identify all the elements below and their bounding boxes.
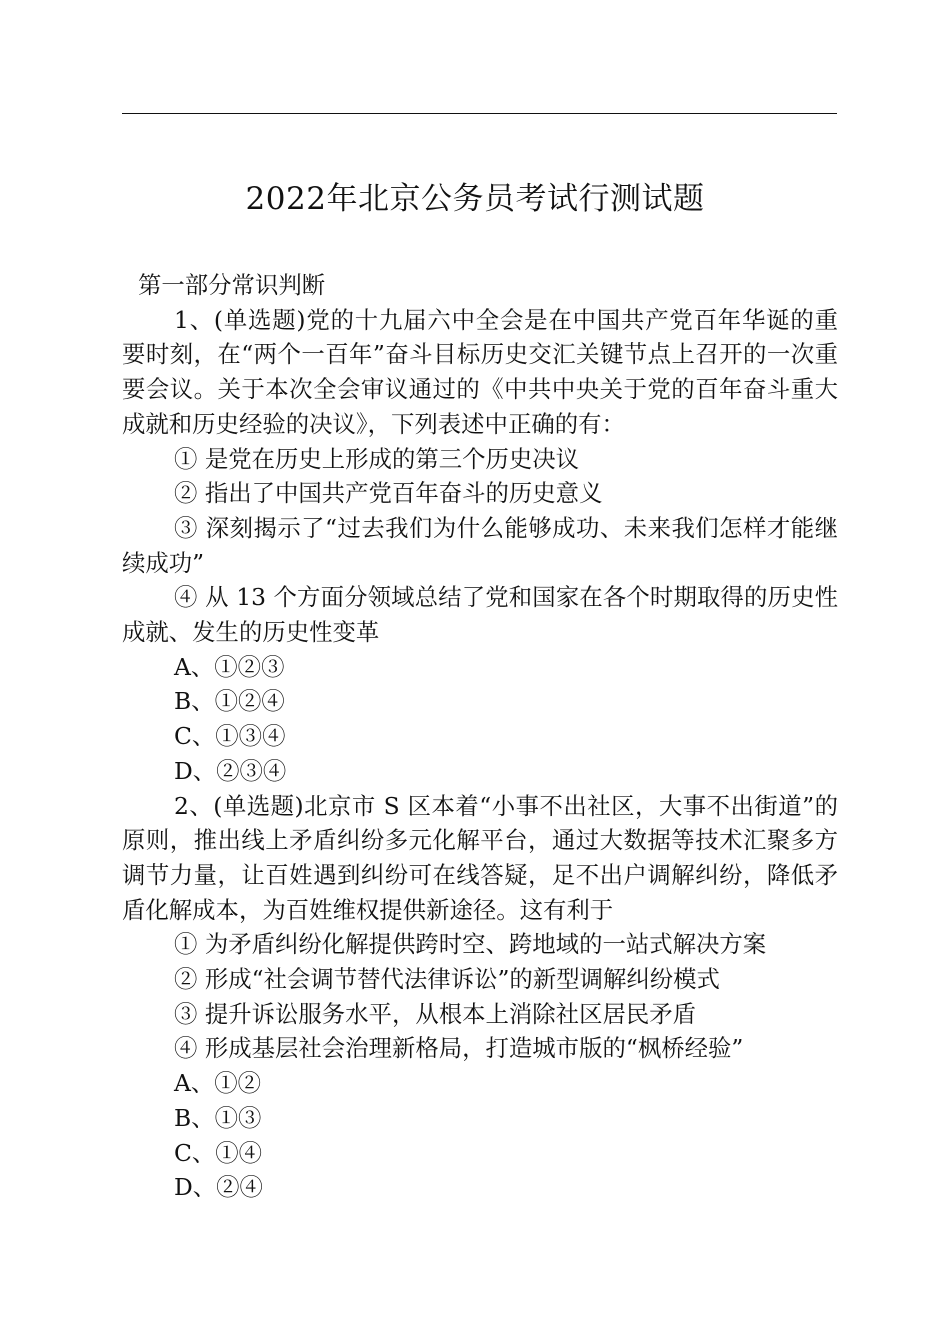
statement-3: ③ 提升诉讼服务水平，从根本上消除社区居民矛盾 <box>174 999 697 1028</box>
option-b: B、①③ <box>174 1103 262 1132</box>
question-stem: 2、(单选题)北京市 S 区本着“小事不出社区，大事不出街道”的原则，推出线上矛盾纠纷多元化解平台，通过大数据等技术汇聚多方调节力量，让百姓遇到纠纷可在线答疑，足不出户调解纠纷，降低矛盾化解成本，为百姓维权提供新途径。这有利于 <box>122 791 838 924</box>
statement-3: ③ 深刻揭示了“过去我们为什么能够成功、未来我们怎样才能继续成功” <box>122 513 838 577</box>
document-body <box>122 268 838 1205</box>
statement-1: ① 是党在历史上形成的第三个历史决议 <box>174 444 580 473</box>
question-stem: 1、(单选题)党的十九届六中全会是在中国共产党百年华诞的重要时刻，在“两个一百年”奋斗目标历史交汇关键节点上召开的一次重要会议。关于本次全会审议通过的《中共中央关于党的百年奋斗重大成就和历史经验的决议》，下列表述中正确的有： <box>122 305 838 438</box>
option-d: D、②③④ <box>174 756 287 785</box>
option-a: A、①②③ <box>174 652 285 681</box>
section-heading: 第一部分常识判断 <box>138 271 326 299</box>
statement-2: ② 形成“社会调节替代法律诉讼”的新型调解纠纷模式 <box>174 965 720 994</box>
statement-4: ④ 形成基层社会治理新格局，打造城市版的“枫桥经验” <box>174 1034 744 1063</box>
option-b: B、①②④ <box>174 687 285 716</box>
option-c: C、①③④ <box>174 722 286 751</box>
question-2 <box>122 789 838 1205</box>
option-d: D、②④ <box>174 1173 263 1202</box>
statement-4: ④ 从 13 个方面分领域总结了党和国家在各个时期取得的历史性成就、发生的历史性变革 <box>122 583 838 647</box>
statement-2: ② 指出了中国共产党百年奋斗的历史意义 <box>174 479 603 508</box>
option-a: A、①② <box>174 1069 262 1098</box>
header-rule <box>122 113 837 114</box>
question-1 <box>122 303 838 789</box>
statement-1: ① 为矛盾纠纷化解提供跨时空、跨地域的一站式解决方案 <box>174 930 767 959</box>
document-title: 2022年北京公务员考试行测试题 <box>245 181 705 217</box>
option-c: C、①④ <box>174 1138 263 1167</box>
